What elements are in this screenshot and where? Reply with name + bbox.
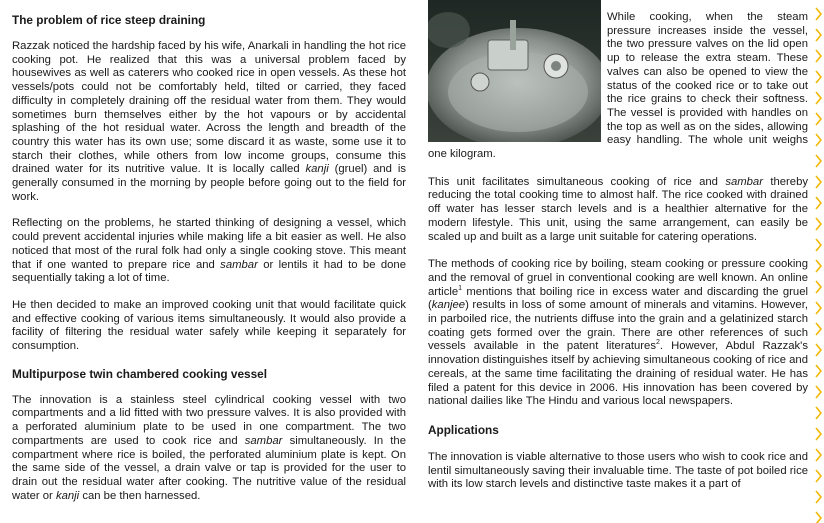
edge-chevron-mark xyxy=(816,71,821,83)
paragraph-methods: The methods of cooking rice by boiling, steam cooking or pressure cooking and the removal of gruel in conventional cooking are well known. An online article$^1$ mentions that boiling rice in excess water and discarding the gruel (kanjee) results in loss of some amount of minerals and vitamins. However, in parboiled rice, the nutrients diffuse into the grain and a gelatinized starch coating gets formed over the grain. There are other references of such vessels available in the patent literatures$^2$. However, Abdul Razzak's innovation distinguishes itself by achieving simultaneous cooking of rice and cereals, at the same time facilitating the draining of residual water. He has filed a patent for this device in 2006. His innovation has been covered by national dailies like The Hindu and various local newspapers. xyxy=(428,258,808,408)
edge-chevron-mark xyxy=(816,113,821,125)
edge-chevron-mark xyxy=(816,281,821,293)
edge-chevron-mark xyxy=(816,260,821,272)
edge-chevron-mark xyxy=(816,92,821,104)
left-column xyxy=(12,0,406,503)
right-column xyxy=(428,0,808,492)
paragraph-reflecting: Reflecting on the problems, he started thinking of designing a vessel, which could prevent accidental injuries while making life a bit easier as well. He also noticed that most of the rural folk had only a single cooking stove. This meant that if one wanted to prepare rice and sambar or lentils it had to be done sequentially taking a lot of time. xyxy=(12,217,406,285)
paragraph-simultaneous: This unit facilitates simultaneous cooking of rice and sambar thereby reducing the total cooking time to almost half. The rice cooked with drained off water has lesser starch levels and is a healthier alternative for the modern lifestyle. This unit, using the same arrangement, can easily be scaled up and built as a large unit suitable for catering operations. xyxy=(428,175,808,243)
edge-chevron-mark xyxy=(816,176,821,188)
edge-chevron-mark xyxy=(816,449,821,461)
edge-chevron-mark xyxy=(816,155,821,167)
edge-chevron-mark xyxy=(816,512,821,523)
edge-chevron-mark xyxy=(816,29,821,41)
edge-chevron-mark xyxy=(816,470,821,482)
edge-chevron-mark xyxy=(816,197,821,209)
heading-vessel: Multipurpose twin chambered cooking vessel xyxy=(12,366,267,381)
edge-chevron-mark xyxy=(816,239,821,251)
paragraph-innovation: The innovation is a stainless steel cylindrical cooking vessel with two compartments and a lid fitted with two pressure valves. It is also provided with a perforated aluminium plate to be used in one compartment. The two compartments are used to cook rice and sambar simultaneously. In the compartment where rice is boiled, the perforated aluminium plate is kept. On the same side of the vessel, a drain valve or tap is provided for the user to drain out the residual water after cooking. The nutritive value of the residual water or kanji can be then harnessed. xyxy=(12,393,407,502)
edge-chevron-mark xyxy=(816,386,821,398)
edge-chevron-mark xyxy=(816,302,821,314)
edge-chevron-mark xyxy=(816,323,821,335)
edge-chevron-mark xyxy=(816,8,821,20)
paragraph-steam: While cooking, when the steam pressure increases inside the vessel, the two pressure valves on the lid open up to release the extra steam. These valves can also be opened to view the status of the cooked rice or to take out the rice grains to check their softness. The vessel is provided with handles on the top as well as on the sides, allowing easy handling. The whole unit weighs one kilogram. xyxy=(428,11,808,161)
edge-chevron-mark xyxy=(816,344,821,356)
edge-chevron-mark xyxy=(816,428,821,440)
edge-chevron-mark xyxy=(816,134,821,146)
page-edge-decoration xyxy=(814,0,824,523)
paragraph-applications: The innovation is viable alternative to those users who wish to cook rice and lentil simultaneously saving their invaluable time. The taste of pot boiled rice with its low starch levels and distinctive taste makes it a part of xyxy=(428,450,808,491)
paragraph-decided: He then decided to make an improved cooking unit that would facilitate quick and effective cooking of various items simultaneously. It would also provide a facility of filtering the residual water safely while keeping it separately for consumption. xyxy=(12,298,406,353)
heading-problem: The problem of rice steep draining xyxy=(12,13,206,27)
edge-chevron-mark xyxy=(816,407,821,419)
vessel-photo xyxy=(428,0,601,142)
edge-chevron-mark xyxy=(816,50,821,62)
edge-chevron-mark xyxy=(816,218,821,230)
edge-chevron-mark xyxy=(816,365,821,377)
heading-applications: Applications xyxy=(428,422,499,437)
edge-chevron-mark xyxy=(816,491,821,503)
paragraph-problem: Razzak noticed the hardship faced by his wife, Anarkali in handling the hot rice cooking pot. He realized that this was a universal problem faced by housewives as well as caterers who cooked rice in open vessels. As these hot vessels/pots could not be comfortably held, tilted or carried, they faced difficulty in completely draining off the residual water from them. They would sometimes burn themselves either by the hot vapours or by accidental splashing of the hot residual water. Across the length and breadth of the country this water has its own use; some discard it as waste, some use it to starch their clothes, while others from low income groups, consume this drained water for its nutritive value. It is locally called kanji (gruel) and is generally consumed in the morning by people before going out to the field for work. xyxy=(12,40,406,203)
